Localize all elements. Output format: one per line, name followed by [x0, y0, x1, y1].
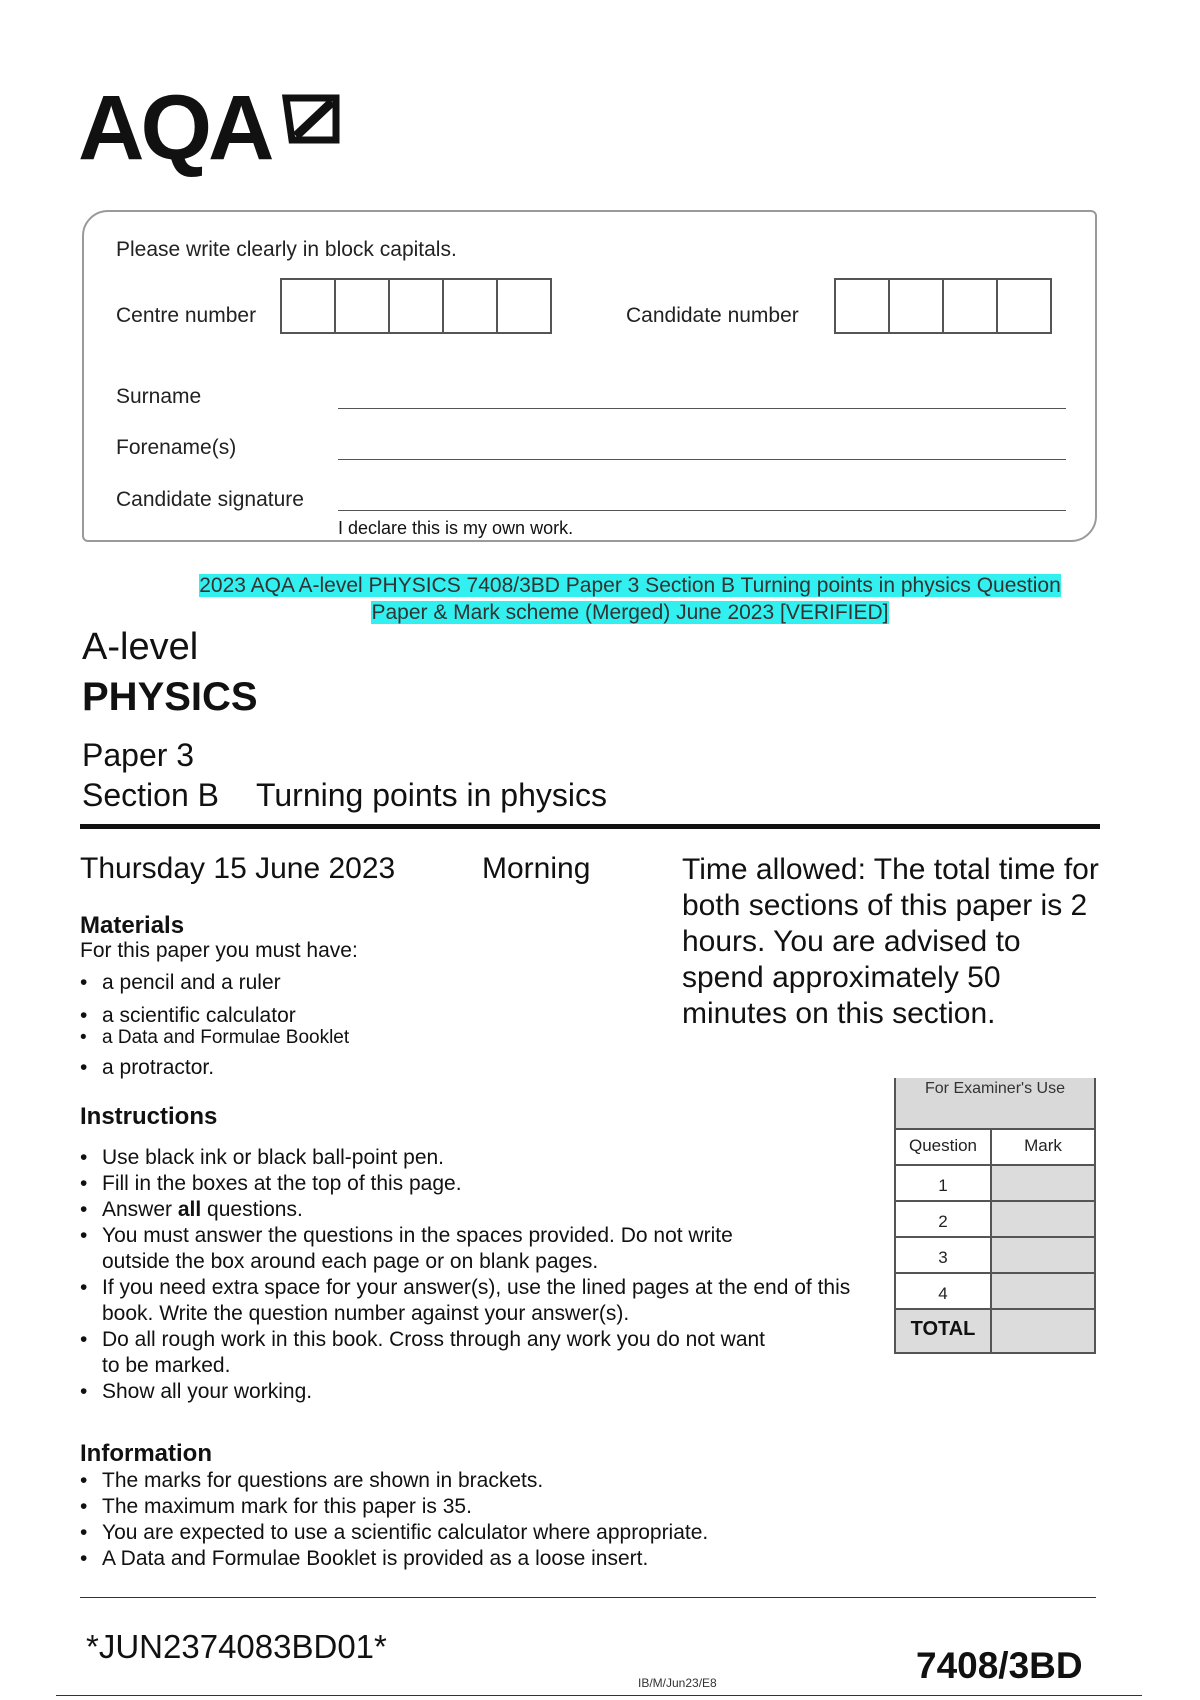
- document-highlight-title: [170, 572, 1090, 626]
- surname-label: Surname: [116, 385, 202, 408]
- signature-label: Candidate signature: [116, 488, 304, 511]
- section-title: Section B: [82, 777, 219, 813]
- materials-heading: Materials: [80, 912, 185, 939]
- table-row: [894, 1164, 1096, 1200]
- list-item: • If you need extra space for your answer(s), use the lined pages at the end of this book. Write the question number against your answer(s).: [80, 1275, 860, 1327]
- table-row: [894, 1236, 1096, 1272]
- question-number: 2: [894, 1202, 992, 1236]
- materials-list: [80, 970, 600, 1081]
- mark-cell: [992, 1166, 1096, 1200]
- paper-code: 7408/3BD: [916, 1645, 1083, 1686]
- paper-title: Paper 3: [82, 737, 195, 773]
- centre-number-label: Centre number: [116, 304, 257, 327]
- mark-cell: [992, 1202, 1096, 1236]
- question-column-header: Question: [894, 1130, 992, 1164]
- topic-title: Turning points in physics: [256, 777, 607, 813]
- question-number: 3: [894, 1238, 992, 1272]
- level-title: A-level: [82, 626, 199, 668]
- candidate-number-digit[interactable]: [888, 278, 944, 334]
- question-number: 1: [894, 1166, 992, 1200]
- signature-input-line[interactable]: [338, 510, 1066, 511]
- highlight-text: 2023 AQA A-level PHYSICS 7408/3BD Paper 3 Section B Turning points in physics Question Paper & Mark scheme (Merged) June 2023 [VERIFIED]: [199, 574, 1061, 624]
- list-item: • The maximum mark for this paper is 35.: [80, 1494, 880, 1520]
- list-item: • A Data and Formulae Booklet is provided as a loose insert.: [80, 1546, 880, 1572]
- mark-column-header: Mark: [992, 1130, 1096, 1164]
- list-item: • You are expected to use a scientific calculator where appropriate.: [80, 1520, 880, 1546]
- centre-number-boxes[interactable]: [280, 278, 550, 334]
- list-item: • You must answer the questions in the spaces provided. Do not write outside the box around each page or on blank pages.: [80, 1223, 762, 1275]
- mark-cell: [992, 1274, 1096, 1308]
- aqa-logo-mark-icon: [282, 92, 340, 150]
- title-divider: [80, 824, 1100, 829]
- mark-cell: [992, 1238, 1096, 1272]
- list-item: • a Data and Formulae Booklet: [80, 1027, 600, 1049]
- centre-number-digit[interactable]: [442, 278, 498, 334]
- aqa-logo-text: AQA: [78, 77, 271, 179]
- candidate-number-digit[interactable]: [996, 278, 1052, 334]
- list-item: • a pencil and a ruler: [80, 970, 600, 996]
- block-capitals-instruction: Please write clearly in block capitals.: [116, 238, 457, 261]
- subject-title: PHYSICS: [82, 675, 258, 719]
- candidate-number-boxes[interactable]: [834, 278, 1050, 334]
- total-label: TOTAL: [894, 1310, 992, 1352]
- exam-session: Morning: [482, 852, 591, 885]
- centre-number-digit[interactable]: [334, 278, 390, 334]
- examiners-use-heading: For Examiner's Use: [894, 1078, 1096, 1128]
- bottom-edge-line: [56, 1695, 1142, 1696]
- candidate-number-label: Candidate number: [626, 304, 799, 327]
- forenames-label: Forename(s): [116, 436, 237, 459]
- list-item: • The marks for questions are shown in brackets.: [80, 1468, 880, 1494]
- footer-divider: [80, 1597, 1096, 1598]
- barcode-text: *JUN2374083BD01*: [86, 1628, 387, 1665]
- declaration-text: I declare this is my own work.: [338, 518, 574, 538]
- forenames-input-line[interactable]: [338, 459, 1066, 460]
- list-item: • a scientific calculator: [80, 1005, 600, 1027]
- list-item: • Do all rough work in this book. Cross through any work you do not want to be marked.: [80, 1327, 782, 1379]
- instructions-list: [80, 1145, 860, 1405]
- information-heading: Information: [80, 1440, 212, 1467]
- small-print-code: IB/M/Jun23/E8: [638, 1676, 717, 1690]
- examiners-use-table: [894, 1078, 1096, 1354]
- list-item: • Fill in the boxes at the top of this page.: [80, 1171, 860, 1197]
- table-header-row: [894, 1128, 1096, 1164]
- centre-number-digit[interactable]: [280, 278, 336, 334]
- information-list: [80, 1468, 880, 1572]
- list-item: • Answer all questions.: [80, 1197, 860, 1223]
- list-item: • Show all your working.: [80, 1379, 860, 1405]
- list-item: • a protractor.: [80, 1055, 600, 1081]
- surname-input-line[interactable]: [338, 408, 1066, 409]
- list-item: • Use black ink or black ball-point pen.: [80, 1145, 860, 1171]
- materials-intro: For this paper you must have:: [80, 939, 358, 962]
- total-row: [894, 1308, 1096, 1354]
- centre-number-digit[interactable]: [496, 278, 552, 334]
- instructions-heading: Instructions: [80, 1103, 218, 1130]
- question-number: 4: [894, 1274, 992, 1308]
- table-row: [894, 1272, 1096, 1308]
- centre-number-digit[interactable]: [388, 278, 444, 334]
- table-row: [894, 1200, 1096, 1236]
- exam-date: Thursday 15 June 2023: [80, 852, 396, 885]
- candidate-number-digit[interactable]: [834, 278, 890, 334]
- candidate-number-digit[interactable]: [942, 278, 998, 334]
- total-mark-cell: [992, 1310, 1096, 1352]
- time-allowed-text: Time allowed: The total time for both sections of this paper is 2 hours. You are advised to spend approximately 50 minutes on this section.: [682, 853, 1099, 1030]
